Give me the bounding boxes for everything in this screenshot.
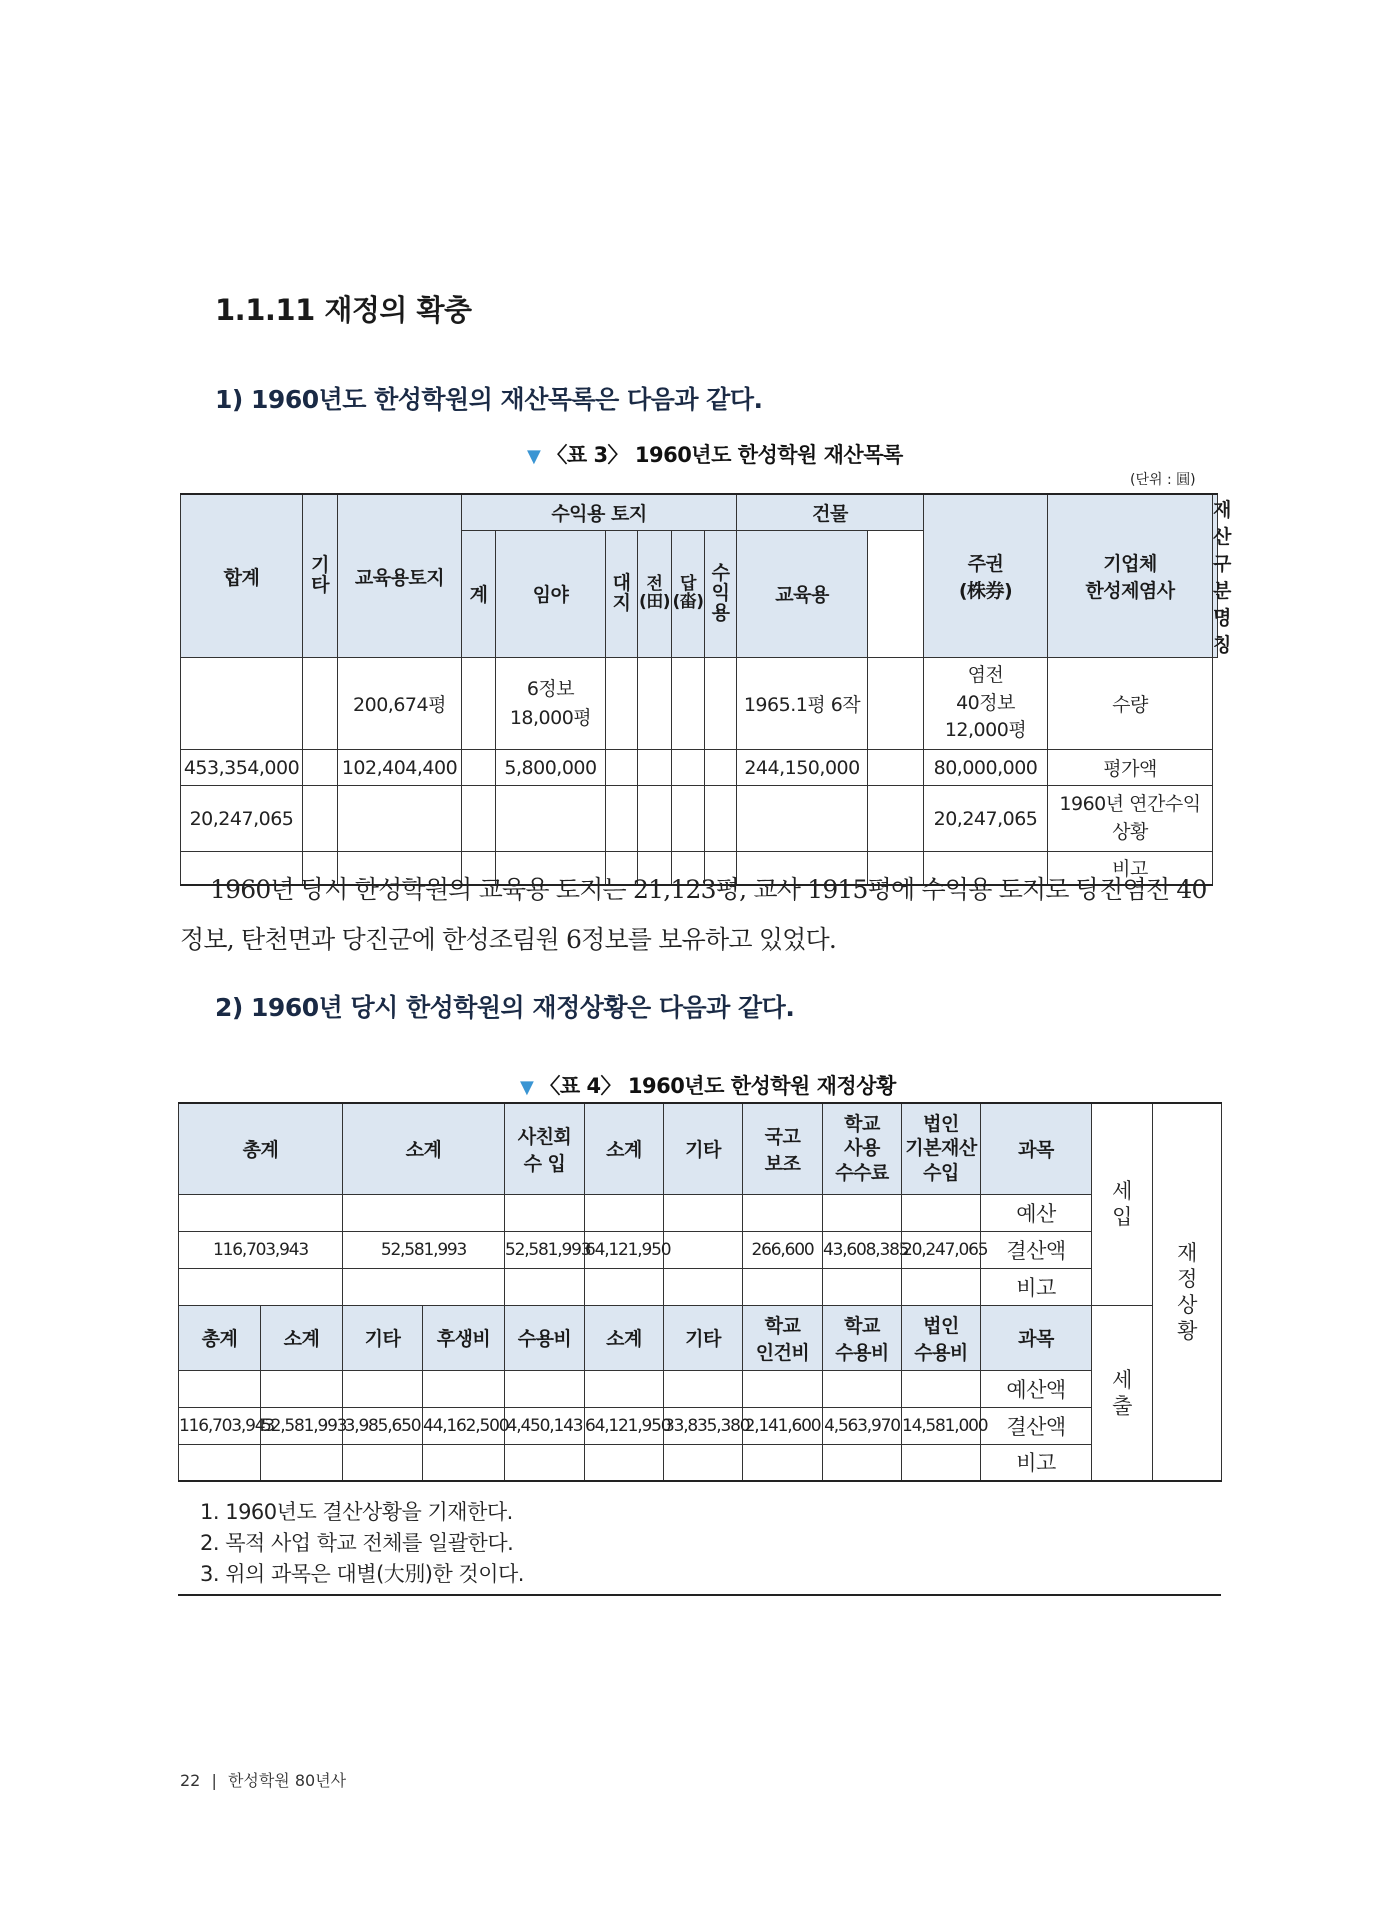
expense-header: 총계 xyxy=(179,1305,261,1370)
expense-cell: 4,450,143 xyxy=(505,1407,585,1444)
income-cell xyxy=(343,1194,505,1231)
expense-header-foundation-supplies: 법인 수용비 xyxy=(902,1305,981,1370)
expense-side-label: 세 출 xyxy=(1092,1305,1153,1481)
cell-total: 453,354,000 xyxy=(181,750,303,786)
cell-etc xyxy=(303,658,338,750)
income-header-subtotal-2: 소계 xyxy=(585,1103,664,1194)
table4-caption xyxy=(520,1070,896,1100)
expense-header: 소계 xyxy=(261,1305,343,1370)
header-total: 합계 xyxy=(181,494,303,658)
income-header-subtotal: 소계 xyxy=(343,1103,505,1194)
header-sum: 계 xyxy=(462,530,496,657)
cell-company: 80,000,000 xyxy=(924,750,1048,786)
income-cell xyxy=(902,1268,981,1305)
cell-company: 염전 40정보 12,000평 xyxy=(924,658,1048,750)
income-cell: 52,581,993 xyxy=(343,1231,505,1268)
income-cell xyxy=(743,1268,823,1305)
cell-edu-land: 102,404,400 xyxy=(338,750,462,786)
expense-cell: 44,162,500 xyxy=(423,1407,505,1444)
expense-cell xyxy=(179,1370,261,1407)
income-cell: 266,600 xyxy=(743,1231,823,1268)
subsection-2-heading: 2) 1960년 당시 한성학원의 재정상황은 다음과 같다. xyxy=(215,993,795,1022)
expense-header: 후생비 xyxy=(423,1305,505,1370)
expense-header: 수용비 xyxy=(505,1305,585,1370)
expense-row-label: 예산액 xyxy=(981,1370,1092,1407)
cell-stock xyxy=(868,786,924,852)
income-cell xyxy=(823,1268,902,1305)
income-cell xyxy=(664,1194,743,1231)
row-label: 평가액 xyxy=(1048,750,1213,786)
cell-total: 20,247,065 xyxy=(181,786,303,852)
income-cell xyxy=(902,1194,981,1231)
cell-field xyxy=(638,750,672,786)
note-item: 2. 목적 사업 학교 전체를 일괄한다. xyxy=(200,1531,514,1555)
expense-cell: 116,703,943 xyxy=(179,1407,261,1444)
expense-cell: 52,581,993 xyxy=(261,1407,343,1444)
body-paragraph: 1960년 당시 한성학원의 교육용 토지는 21,123평, 교사 1915평에 수익용 토지로 당진염전 40정보, 탄천면과 당진군에 한성조림원 6정보를 보유하고 있었다. xyxy=(180,875,1207,954)
page-number: 22 xyxy=(180,1771,201,1790)
income-header-fee: 학교 사용 수수료 xyxy=(823,1103,902,1194)
expense-header-school-labor: 학교 인건비 xyxy=(743,1305,823,1370)
cell-paddy xyxy=(672,658,705,750)
income-row-label: 예산 xyxy=(981,1194,1092,1231)
header-field: 전 (田) xyxy=(638,530,672,657)
expense-cell: 64,121,950 xyxy=(585,1407,664,1444)
income-cell xyxy=(179,1268,343,1305)
header-stock: 주권 (株券) xyxy=(924,494,1048,658)
expense-cell xyxy=(261,1370,343,1407)
income-cell xyxy=(179,1194,343,1231)
header-site: 대 지 xyxy=(606,530,638,657)
income-cell: 116,703,943 xyxy=(179,1231,343,1268)
expense-header: 소계 xyxy=(585,1305,664,1370)
cell-paddy xyxy=(672,786,705,852)
table3-caption xyxy=(527,439,903,469)
cell-edu-land xyxy=(338,786,462,852)
cell-field xyxy=(638,658,672,750)
row-label: 수량 xyxy=(1048,658,1213,750)
expense-cell xyxy=(261,1444,343,1481)
cell-site xyxy=(606,750,638,786)
cell-site xyxy=(606,658,638,750)
table3-unit: (단위 : 圓) xyxy=(1130,472,1196,488)
triangle-marker-icon: ▼ xyxy=(520,1077,534,1098)
table4-caption-text: 〈표 4〉 1960년도 한성학원 재정상황 xyxy=(539,1074,896,1098)
cell-stock xyxy=(868,658,924,750)
expense-row-label: 결산액 xyxy=(981,1407,1092,1444)
header-category: 재산 구분 명칭 xyxy=(1213,494,1218,658)
expense-cell xyxy=(823,1444,902,1481)
header-edu-land: 교육용토지 xyxy=(338,494,462,658)
page-footer xyxy=(180,1768,346,1791)
income-cell xyxy=(743,1194,823,1231)
expense-cell xyxy=(664,1370,743,1407)
expense-cell xyxy=(823,1370,902,1407)
outer-side-label: 재 정 상 황 xyxy=(1153,1103,1222,1481)
expense-cell xyxy=(423,1370,505,1407)
income-cell: 43,608,385 xyxy=(823,1231,902,1268)
cell-sum xyxy=(462,658,496,750)
book-title: 한성학원 80년사 xyxy=(227,1771,347,1790)
expense-cell xyxy=(585,1370,664,1407)
expense-cell xyxy=(743,1370,823,1407)
notes-bottom-rule xyxy=(178,1594,1221,1596)
cell-company: 20,247,065 xyxy=(924,786,1048,852)
expense-cell xyxy=(179,1444,261,1481)
income-header-subsidy: 국고 보조 xyxy=(743,1103,823,1194)
income-cell xyxy=(585,1194,664,1231)
expense-header: 기타 xyxy=(343,1305,423,1370)
expense-header-school-supplies: 학교 수용비 xyxy=(823,1305,902,1370)
expense-cell: 4,563,970 xyxy=(823,1407,902,1444)
cell-etc xyxy=(303,750,338,786)
expense-cell xyxy=(664,1444,743,1481)
income-cell xyxy=(343,1268,505,1305)
expense-cell xyxy=(902,1370,981,1407)
section-title: 1.1.11 재정의 확충 xyxy=(215,293,472,327)
cell-edu-building: 244,150,000 xyxy=(737,750,868,786)
cell-sum xyxy=(462,750,496,786)
header-building: 건물 xyxy=(737,494,924,530)
cell-stock xyxy=(868,750,924,786)
expense-cell xyxy=(423,1444,505,1481)
triangle-marker-icon: ▼ xyxy=(527,446,541,467)
cell-edu-building: 1965.1평 6작 xyxy=(737,658,868,750)
income-header-etc: 기타 xyxy=(664,1103,743,1194)
header-etc: 기 타 xyxy=(303,494,338,658)
cell-income-building xyxy=(705,658,737,750)
cell-forest: 5,800,000 xyxy=(496,750,606,786)
cell-total xyxy=(181,658,303,750)
income-row-label: 결산액 xyxy=(981,1231,1092,1268)
income-cell xyxy=(505,1194,585,1231)
income-side-label: 세 입 xyxy=(1092,1103,1153,1305)
cell-forest: 6정보 18,000평 xyxy=(496,658,606,750)
income-header-pta: 사친회 수 입 xyxy=(505,1103,585,1194)
expense-cell: 2,141,600 xyxy=(743,1407,823,1444)
cell-sum xyxy=(462,786,496,852)
property-list-table xyxy=(180,493,1231,886)
income-cell xyxy=(505,1268,585,1305)
header-company: 기업체 한성제염사 xyxy=(1048,494,1213,658)
cell-etc xyxy=(303,786,338,852)
income-cell xyxy=(664,1268,743,1305)
expense-row-label: 비고 xyxy=(981,1444,1092,1481)
table4-notes xyxy=(200,1497,524,1590)
cell-field xyxy=(638,786,672,852)
row-label: 비고 xyxy=(1048,852,1213,885)
subsection-1-heading: 1) 1960년도 한성학원의 재산목록은 다음과 같다. xyxy=(215,385,763,414)
expense-cell xyxy=(902,1444,981,1481)
table3-caption-text: 〈표 3〉 1960년도 한성학원 재산목록 xyxy=(546,443,903,467)
cell-forest xyxy=(496,786,606,852)
expense-header: 기타 xyxy=(664,1305,743,1370)
expense-cell xyxy=(743,1444,823,1481)
cell-edu-land: 200,674평 xyxy=(338,658,462,750)
income-cell: 52,581,993 xyxy=(505,1231,585,1268)
note-item: 3. 위의 과목은 대별(大別)한 것이다. xyxy=(200,1562,524,1586)
row-label: 1960년 연간수익 상황 xyxy=(1048,786,1213,852)
income-cell xyxy=(664,1231,743,1268)
expense-header-subject: 과목 xyxy=(981,1305,1092,1370)
expense-cell: 3,985,650 xyxy=(343,1407,423,1444)
cell-income-building xyxy=(705,786,737,852)
cell-edu-building xyxy=(737,786,868,852)
expense-cell xyxy=(343,1444,423,1481)
expense-cell xyxy=(505,1370,585,1407)
income-header-foundation: 법인 기본재산 수입 xyxy=(902,1103,981,1194)
cell-income-building xyxy=(705,750,737,786)
income-cell: 64,121,950 xyxy=(585,1231,664,1268)
expense-cell xyxy=(505,1444,585,1481)
expense-cell: 14,581,000 xyxy=(902,1407,981,1444)
income-header-grand-total: 총계 xyxy=(179,1103,343,1194)
header-forest: 임야 xyxy=(496,530,606,657)
income-row-label: 비고 xyxy=(981,1268,1092,1305)
income-cell xyxy=(585,1268,664,1305)
income-cell: 20,247,065 xyxy=(902,1231,981,1268)
header-income-land: 수익용 토지 xyxy=(462,494,737,530)
expense-cell: 33,835,380 xyxy=(664,1407,743,1444)
cell-paddy xyxy=(672,750,705,786)
income-cell xyxy=(823,1194,902,1231)
income-header-subject: 과목 xyxy=(981,1103,1092,1194)
note-item: 1. 1960년도 결산상황을 기재한다. xyxy=(200,1500,513,1524)
header-edu-building: 교육용 xyxy=(737,530,868,657)
header-paddy: 답 (畓) xyxy=(672,530,705,657)
expense-cell xyxy=(585,1444,664,1481)
footer-separator: | xyxy=(211,1771,217,1790)
finance-status-table xyxy=(178,1102,1222,1482)
expense-cell xyxy=(343,1370,423,1407)
cell-site xyxy=(606,786,638,852)
header-income-building: 수 익 용 xyxy=(705,530,737,657)
